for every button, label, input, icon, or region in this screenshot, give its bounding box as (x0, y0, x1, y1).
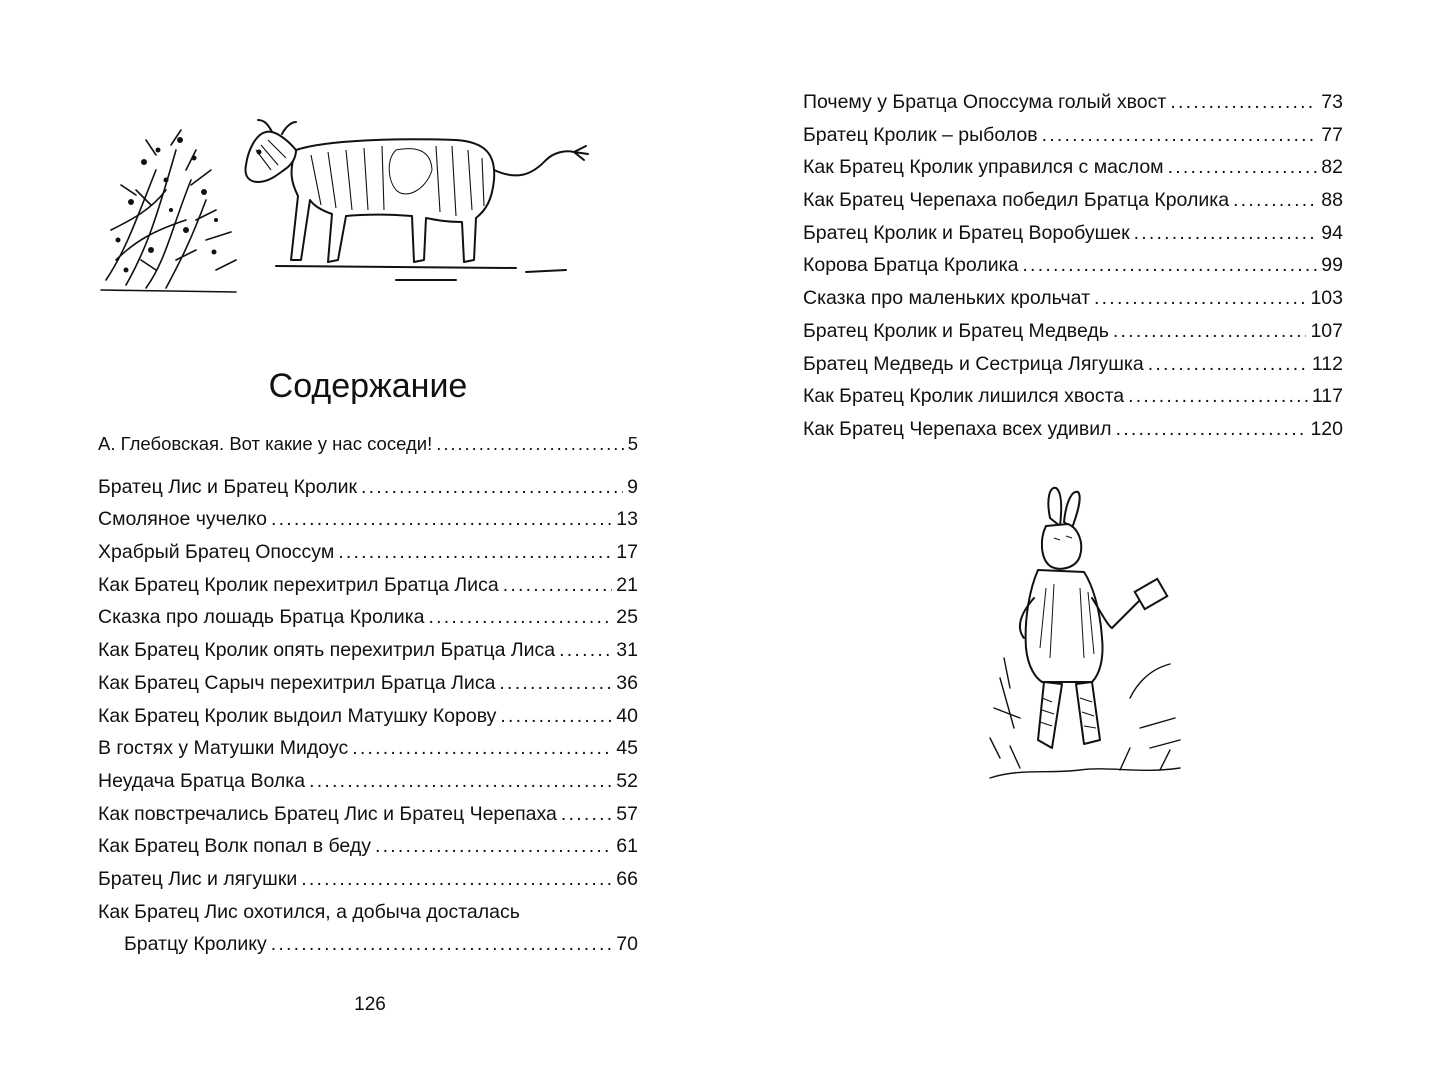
toc-entry-wrapped-line1[interactable] (98, 896, 638, 929)
toc-entry-page: 82 (1321, 156, 1343, 179)
dot-leader (429, 601, 613, 634)
toc-entry-page: 21 (616, 573, 638, 596)
toc-entry-title: Как Братец Сарыч перехитрил Братца Лиса (98, 671, 496, 694)
toc-entry-title: В гостях у Матушки Мидоус (98, 737, 349, 760)
toc-entry[interactable] (98, 863, 638, 896)
toc-entry-title: Как Братец Волк попал в беду (98, 835, 371, 858)
toc-entry-title: Как Братец Черепаха всех удивил (803, 417, 1112, 440)
page-number: 126 (354, 994, 386, 1015)
toc-entry[interactable] (98, 536, 638, 569)
dot-leader (1170, 86, 1317, 119)
toc-entry-title: Как Братец Кролик перехитрил Братца Лиса (98, 573, 499, 596)
toc-entry-page: 103 (1310, 287, 1343, 310)
toc-entry-title: Братец Медведь и Сестрица Лягушка (803, 352, 1144, 375)
dot-leader (1022, 249, 1317, 282)
toc-entry-page: 73 (1321, 91, 1343, 113)
dot-leader (309, 765, 612, 798)
toc-entry-intro[interactable] (98, 428, 638, 461)
toc-entry-title: Корова Братца Кролика (803, 254, 1019, 277)
toc-entry[interactable] (98, 732, 638, 765)
toc-entry-title: Братец Кролик – рыболов (803, 123, 1038, 146)
dot-leader (301, 863, 612, 896)
toc-entry-title: Как Братец Лис охотился, а добыча досталась (98, 900, 520, 923)
toc-entry-title: Братец Кролик и Братец Воробушек (803, 221, 1130, 244)
dot-leader (271, 928, 613, 961)
toc-list-left (98, 428, 638, 961)
toc-entry-wrapped-line2[interactable] (98, 928, 638, 961)
toc-entry[interactable] (98, 569, 638, 602)
toc-entry-page: 9 (627, 475, 638, 498)
toc-entry-title: Почему у Братца Опоссума голый хвост (803, 91, 1167, 113)
dot-leader (338, 536, 612, 569)
toc-entry-title: Братец Лис и лягушки (98, 867, 298, 890)
toc-entry[interactable] (98, 667, 638, 700)
dot-leader (1128, 380, 1308, 413)
dot-leader (352, 732, 612, 765)
toc-entry[interactable] (803, 348, 1343, 381)
toc-entry-page: 17 (616, 541, 638, 564)
dot-leader (500, 700, 612, 733)
toc-entry-page: 94 (1321, 221, 1343, 244)
toc-entry-page: 120 (1310, 417, 1343, 440)
toc-entry[interactable] (98, 634, 638, 667)
toc-entry-title: Братец Кролик и Братец Медведь (803, 319, 1109, 342)
dot-leader (499, 667, 612, 700)
dot-leader (1233, 184, 1317, 217)
toc-entry-title: Как повстречались Братец Лис и Братец Черепаха (98, 802, 557, 825)
toc-entry[interactable] (98, 798, 638, 831)
toc-entry-page: 40 (616, 704, 638, 727)
toc-entry-title: Сказка про лошадь Братца Кролика (98, 606, 425, 629)
toc-entry-page: 5 (627, 433, 638, 454)
dot-leader (1168, 151, 1318, 184)
toc-entry[interactable] (803, 249, 1343, 282)
dot-leader (1042, 119, 1318, 152)
toc-entry[interactable] (803, 282, 1343, 315)
toc-entry-title: Как Братец Кролик опять перехитрил Братца Лиса (98, 639, 556, 662)
toc-entry-title: Неудача Братца Волка (98, 769, 306, 792)
toc-entry[interactable] (803, 151, 1343, 184)
toc-entry[interactable] (98, 601, 638, 634)
toc-entry-page: 57 (616, 802, 638, 825)
dot-leader (1134, 217, 1318, 250)
dot-leader (559, 634, 612, 667)
dot-leader (1113, 315, 1307, 348)
dot-leader (1116, 413, 1307, 446)
toc-entry[interactable] (803, 413, 1343, 446)
dot-leader (1094, 282, 1306, 315)
cow-illustration (96, 110, 616, 300)
toc-heading: Содержание (268, 367, 468, 405)
dot-leader (361, 471, 623, 504)
toc-entry-page: 112 (1311, 352, 1343, 375)
toc-entry-page: 77 (1321, 123, 1343, 146)
toc-entry-title: Храбрый Братец Опоссум (98, 541, 335, 564)
toc-entry[interactable] (98, 765, 638, 798)
rabbit-illustration (980, 478, 1190, 808)
toc-entry-page: 36 (616, 671, 638, 694)
toc-entry-page: 66 (616, 867, 638, 890)
toc-entry[interactable] (803, 315, 1343, 348)
toc-entry-page: 107 (1310, 319, 1343, 342)
toc-entry-title: Смоляное чучелко (98, 508, 267, 531)
toc-entry[interactable] (803, 86, 1343, 119)
toc-entry-page: 13 (616, 508, 638, 531)
toc-entry[interactable] (98, 503, 638, 536)
toc-entry-title: А. Глебовская. Вот какие у нас соседи! (98, 433, 433, 454)
toc-entry-page: 70 (616, 933, 638, 956)
dot-leader (436, 428, 623, 461)
toc-entry-page: 61 (616, 835, 638, 858)
toc-entry-page: 117 (1311, 385, 1343, 408)
toc-entry[interactable] (98, 830, 638, 863)
dot-leader (1148, 348, 1308, 381)
toc-entry-title: Сказка про маленьких крольчат (803, 287, 1091, 310)
toc-entry[interactable] (98, 700, 638, 733)
toc-entry[interactable] (803, 380, 1343, 413)
dot-leader (271, 503, 612, 536)
toc-entry[interactable] (803, 217, 1343, 250)
toc-entry[interactable] (803, 184, 1343, 217)
toc-entry[interactable] (98, 471, 638, 504)
dot-leader (561, 798, 612, 831)
dot-leader (503, 569, 613, 602)
toc-entry-page: 31 (616, 639, 638, 662)
toc-entry-title: Братцу Кролику (124, 933, 267, 956)
toc-entry-page: 25 (616, 606, 638, 629)
toc-entry-page: 52 (616, 769, 638, 792)
toc-entry-page: 99 (1321, 254, 1343, 277)
toc-entry-title: Как Братец Черепаха победил Братца Кролика (803, 189, 1230, 212)
toc-entry[interactable] (803, 119, 1343, 152)
toc-entry-title: Братец Лис и Братец Кролик (98, 475, 357, 498)
toc-entry-page: 88 (1321, 189, 1343, 212)
toc-entry-title: Как Братец Кролик управился с маслом (803, 156, 1164, 179)
toc-entry-page: 45 (616, 737, 638, 760)
dot-leader (375, 830, 612, 863)
toc-entry-title: Как Братец Кролик выдоил Матушку Корову (98, 704, 497, 727)
toc-list-right (803, 86, 1343, 446)
toc-entry-title: Как Братец Кролик лишился хвоста (803, 385, 1125, 408)
